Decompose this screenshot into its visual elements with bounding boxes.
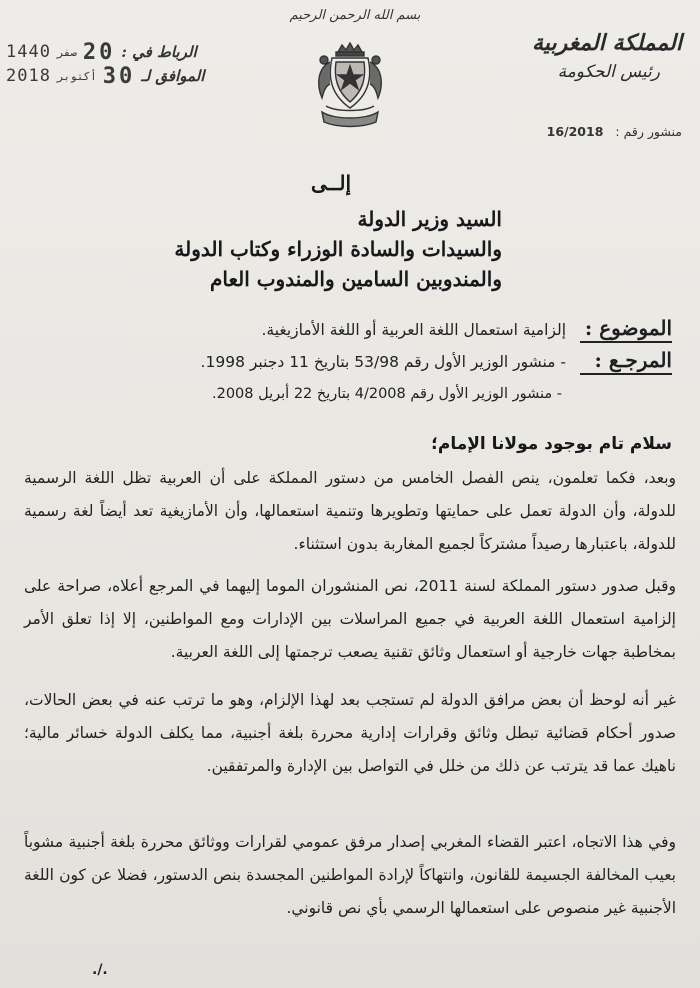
hijri-month: صفر xyxy=(56,45,77,59)
subject-label: الموضوع : xyxy=(580,316,672,343)
hijri-date-row xyxy=(6,40,246,64)
addressee-to: إلــى xyxy=(310,171,352,195)
body-paragraph: وفي هذا الاتجاه، اعتبر القضاء المغربي إصدار مرفق عمومي لقرارات ووثائق محررة بلغة أجنبية مشوباً بعيب المخالفة الجسيمة للقانون، وانتهاكاً لإرادة المواطنين المجسدة بنص الدستور، فضلا عن كون اللغة الأجنبية غير منصوص على استعمالها الرسمي بأي نص قانوني. xyxy=(24,833,676,917)
basmala: بسم الله الرحمن الرحيم xyxy=(289,8,421,23)
continuation-mark: ./. xyxy=(92,962,108,978)
addressee-block xyxy=(150,168,502,294)
addressee-line: والمندوبين السامين والمندوب العام xyxy=(209,267,502,291)
reference-row xyxy=(32,348,672,375)
reference-label: المرجـع : xyxy=(580,348,672,375)
hijri-year: 1440 xyxy=(6,42,51,62)
date-block xyxy=(6,40,246,88)
greeting: سلام تام بوجود مولانا الإمام؛ xyxy=(431,434,672,454)
circular-number: 16/2018 xyxy=(546,124,604,139)
addressee-line: والسيدات والسادة الوزراء وكتاب الدولة xyxy=(174,237,502,261)
body-paragraph: غير أنه لوحظ أن بعض مرافق الدولة لم تستجب بعد لهذا الإلزام، وهو ما ترتب عنه في بعض الحالات، صدور أحكام قضائية تبطل وثائق وقرارات إدارية محررة بلغة أجنبية، مما يكلف الدولة خسائر مالية؛ ناهيك عما قد يترتب عن ذلك من خلل في التواصل بين الإدارة والمرتفقين. xyxy=(24,691,676,775)
corresponding-label: الموافق لـ xyxy=(141,67,205,85)
hijri-day: 20 xyxy=(82,39,116,65)
body-paragraph: وقبل صدور دستور المملكة لسنة 2011، نص المنشوران الموما إليهما في المرجع أعلاه، صراحة على إلزامية استعمال اللغة العربية في جميع المراسلات بين الإدارات ومع المواطنين، إلا إذا تعلق الأمر بمخاطبة جهات خارجية أو استعمال وثائق تقنية يصعب ترجمتها إلى اللغة العربية. xyxy=(24,577,676,661)
gregorian-year: 2018 xyxy=(6,66,51,86)
circular-label: منشور رقم : xyxy=(615,124,682,139)
gregorian-date-row xyxy=(6,64,246,88)
circular-number-line xyxy=(482,124,682,139)
subject-text: إلزامية استعمال اللغة العربية أو اللغة الأمازيغية. xyxy=(261,321,566,339)
royal-emblem-icon xyxy=(310,42,390,132)
subject-row xyxy=(32,316,672,343)
office-title: رئيس الحكومة xyxy=(557,62,660,82)
gregorian-day: 30 xyxy=(102,63,136,89)
addressee-line: السيد وزير الدولة xyxy=(357,207,502,231)
reference-item: - منشور الوزير الأول رقم 53/98 بتاريخ 11 دجنبر 1998. xyxy=(200,353,566,371)
place-date-label: الرباط في : xyxy=(121,43,197,61)
reference-item: - منشور الوزير الأول رقم 4/2008 بتاريخ 22 أبريل 2008. xyxy=(212,386,562,402)
gregorian-month: أكتوبر xyxy=(56,69,97,83)
body-paragraph: وبعد، فكما تعلمون، ينص الفصل الخامس من دستور المملكة على أن العربية تظل اللغة الرسمية للدولة، وأن الدولة تعمل على حمايتها وتطويرها وتنمية استعمالها، وأن الأمازيغية تعد أيضاً لغة رسمية للدولة، باعتبارها رصيداً مشتركاً لجميع المغاربة بدون استثناء. xyxy=(24,469,676,553)
kingdom-title: المملكة المغربية xyxy=(532,30,682,56)
